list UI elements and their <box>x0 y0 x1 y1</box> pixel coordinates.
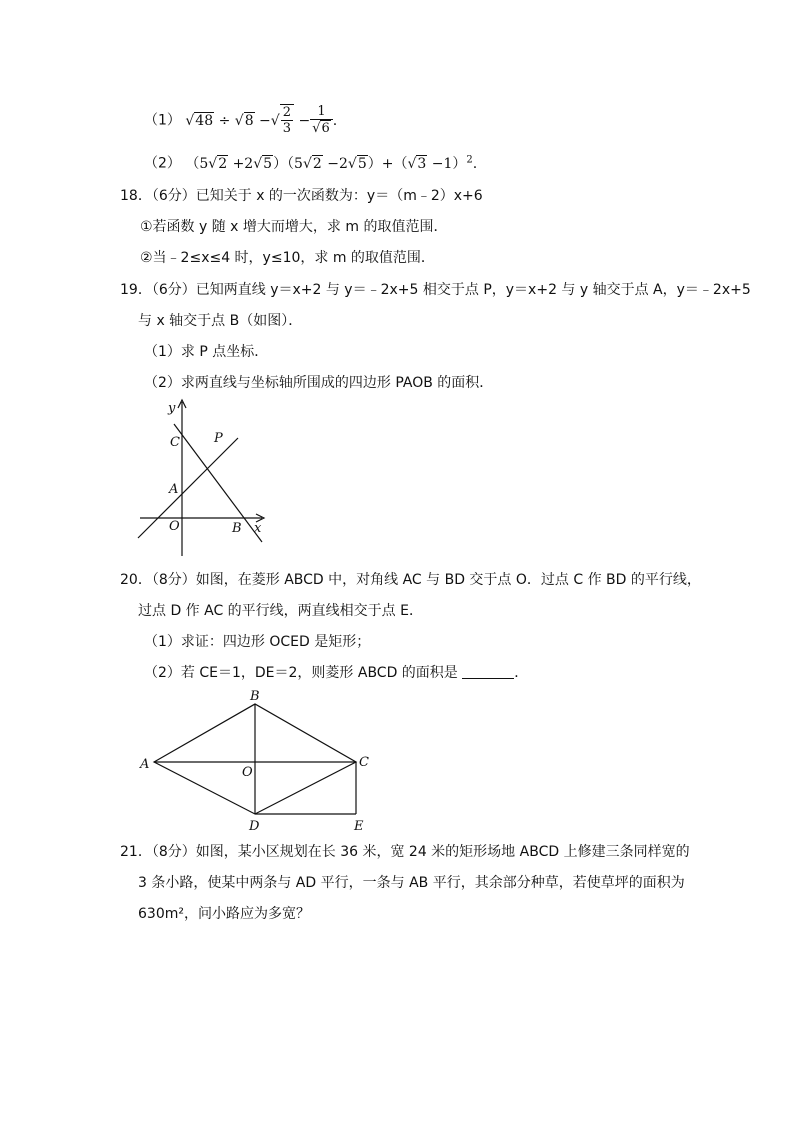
q20-label-O: O <box>242 765 253 780</box>
q19-number: 19． <box>120 282 152 298</box>
q21-score: （8分） <box>151 844 196 860</box>
q20-stem-line2: 过点 D 作 AC 的平行线，两直线相交于点 E． <box>138 603 423 619</box>
q17-part1 <box>144 104 337 137</box>
q18-text: 已知关于 x 的一次函数为：y＝（m﹣2）x+6 <box>195 188 483 204</box>
q20-text-line1: 如图，在菱形 ABCD 中，对角线 AC 与 BD 交于点 O．过点 C 作 BD 的平行线， <box>195 572 701 588</box>
q21-stem-line2: 3 条小路，使某中两条与 AD 平行，一条与 AB 平行，其余部分种草，若使草坪的面积为 <box>138 875 685 891</box>
q19-label-y: y <box>168 401 176 416</box>
q20-part2 <box>144 663 528 683</box>
q19-text-line1: 已知两直线 y＝x+2 与 y＝﹣2x+5 相交于点 P，y＝x+2 与 y 轴交于点 A，y＝﹣2x+5 <box>195 282 751 298</box>
q20-part2-end: ． <box>514 665 529 681</box>
q18-item2: ②当﹣2≤x≤4 时，y≤10，求 m 的取值范围． <box>140 250 435 266</box>
q19-figure <box>130 396 270 558</box>
q19-score: （6分） <box>151 282 196 298</box>
q17-part1-end: . <box>332 112 338 129</box>
q20-figure <box>136 690 376 836</box>
q19-label-C: C <box>170 435 180 450</box>
q20-label-A: A <box>140 757 150 772</box>
q19-stem-line1 <box>120 280 751 300</box>
q20-label-C: C <box>359 755 369 770</box>
q20-label-D: D <box>249 819 260 834</box>
q17-part2 <box>144 150 477 174</box>
q21-number: 21． <box>120 844 152 860</box>
q20-part2-text: （2）若 CE＝1，DE＝2，则菱形 ABCD 的面积是 <box>144 665 458 681</box>
q17-part2-expression: $(5√2 +2√5)(5√2 -2√5)+(√3 -1)^2$. <box>185 154 478 172</box>
q19-label-B: B <box>232 521 242 536</box>
q20-label-B: B <box>250 690 260 704</box>
q18-item1: ①若函数 y 随 x 增大而增大，求 m 的取值范围． <box>140 219 448 235</box>
q21-text-line1: 如图，某小区规划在长 36 米，宽 24 米的矩形场地 ABCD 上修建三条同样宽的 <box>195 844 690 860</box>
q20-number: 20． <box>120 572 152 588</box>
q19-line-y-eq-x-plus-2 <box>138 438 238 538</box>
q17-part2-label: （2） <box>144 155 181 172</box>
q17-part1-label: （1） <box>144 112 181 129</box>
q20-part1: （1）求证：四边形 OCED 是矩形； <box>144 634 371 650</box>
q19-label-P: P <box>214 431 223 446</box>
q18-score: （6分） <box>151 188 196 204</box>
q19-part2: （2）求两直线与坐标轴所围成的四边形 PAOB 的面积． <box>144 375 494 391</box>
q20-score: （8分） <box>151 572 196 588</box>
q18-stem <box>120 186 483 206</box>
q17-part2-end: . <box>472 155 478 172</box>
q19-part1: （1）求 P 点坐标． <box>144 344 269 360</box>
q20-stem-line1 <box>120 570 701 590</box>
q19-label-A: A <box>169 482 179 497</box>
q19-label-x: x <box>254 521 262 536</box>
q19-stem-line2: 与 x 轴交于点 B（如图）． <box>138 313 303 329</box>
q19-label-O: O <box>169 519 180 534</box>
q21-stem-line1 <box>120 842 690 862</box>
q21-stem-line3: 630m²，问小路应为多宽？ <box>138 906 310 922</box>
q20-answer-blank[interactable] <box>462 664 514 679</box>
q20-label-E: E <box>354 819 364 834</box>
q18-number: 18． <box>120 188 152 204</box>
q17-part1-expression: √48 ÷ √8 −√ $\frac{2}{3}$ − $\frac{1}{√6}$ . <box>185 104 338 136</box>
